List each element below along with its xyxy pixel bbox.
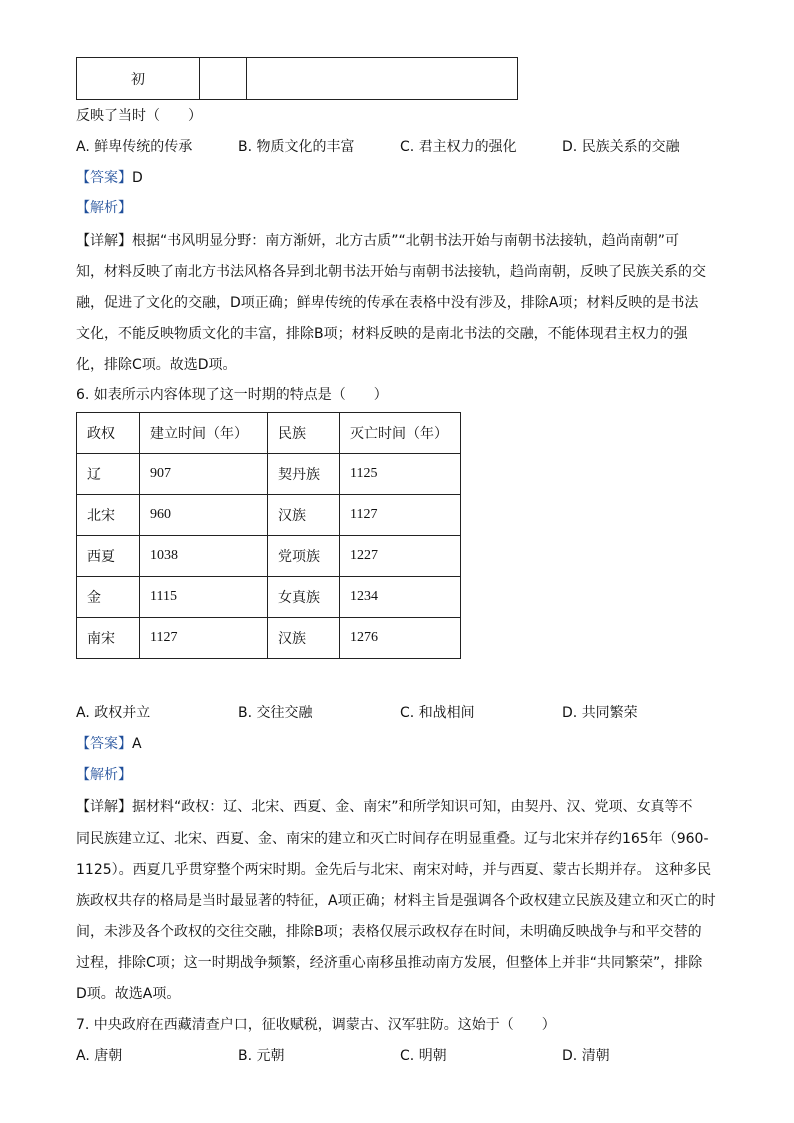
table-cell: 女真族 [268, 577, 340, 618]
detail-line: 1125）。西夏几乎贯穿整个两宋时期。金先后与北宋、南宋对峙，并与西夏、蒙古长期并存。 这种多民 [76, 862, 712, 878]
option-letter: D. [562, 1048, 578, 1064]
table-cell: 辽 [77, 454, 140, 495]
table-header-cell: 民族 [268, 413, 340, 454]
option-letter: C. [400, 705, 415, 721]
table-cell: 金 [77, 577, 140, 618]
table-row [77, 495, 461, 536]
option-text: 元朝 [256, 1048, 285, 1064]
option-text: 共同繁荣 [581, 705, 638, 721]
table-header-row [77, 413, 461, 454]
option-letter: B. [238, 139, 253, 155]
option-d[interactable] [562, 137, 680, 157]
option-text: 和战相间 [418, 705, 475, 721]
detail-line: 族政权共存的格局是当时最显著的特征，A项正确；材料主旨是强调各个政权建立民族及建立和灭亡的时 [76, 893, 716, 909]
question-6-stem: 6. 如表所示内容体现了这一时期的特点是（ ） [76, 387, 388, 403]
answer-label: 【答案】 [76, 170, 132, 186]
table-row [77, 536, 461, 577]
option-text: 交往交融 [256, 705, 313, 721]
option-b[interactable] [238, 1046, 285, 1066]
detail-line: 知，材料反映了南北方书法风格各异到北朝书法开始与南朝书法接轨，趋尚南朝，反映了民族关系的交 [76, 264, 706, 280]
detail-line: 融，促进了文化的交融，D项正确；鲜卑传统的传承在表格中没有涉及，排除A项；材料反映的是书法 [76, 295, 699, 311]
option-letter: A. [76, 139, 90, 155]
detail-line: 【详解】据材料“政权：辽、北宋、西夏、金、南宋”和所学知识可知，由契丹、汉、党项、女真等不 [76, 799, 693, 815]
table-row [77, 454, 461, 495]
table-cell: 1038 [140, 536, 268, 577]
option-letter: C. [400, 139, 415, 155]
option-a[interactable] [76, 703, 150, 723]
analysis-label: 【解析】 [76, 200, 132, 216]
table-cell [200, 58, 247, 100]
prev-question-table [76, 57, 518, 100]
table-cell: 1234 [340, 577, 461, 618]
table-header-cell: 灭亡时间（年） [340, 413, 461, 454]
analysis-label: 【解析】 [76, 767, 132, 783]
table-cell: 北宋 [77, 495, 140, 536]
table-cell: 1125 [340, 454, 461, 495]
option-b[interactable] [238, 703, 313, 723]
option-c[interactable] [400, 137, 517, 157]
table-row [77, 58, 518, 100]
option-text: 明朝 [418, 1048, 447, 1064]
question-6-table [76, 412, 461, 659]
table-cell: 汉族 [268, 495, 340, 536]
option-letter: D. [562, 139, 578, 155]
table-cell: 1127 [140, 618, 268, 659]
option-letter: A. [76, 1048, 90, 1064]
option-a[interactable] [76, 1046, 122, 1066]
option-a[interactable] [76, 137, 192, 157]
table-cell: 907 [140, 454, 268, 495]
option-c[interactable] [400, 703, 475, 723]
table-cell: 党项族 [268, 536, 340, 577]
table-cell: 南宋 [77, 618, 140, 659]
option-text: 君主权力的强化 [418, 139, 517, 155]
option-letter: B. [238, 1048, 253, 1064]
option-letter: A. [76, 705, 90, 721]
answer-line [76, 734, 142, 754]
table-row [77, 577, 461, 618]
option-text: 唐朝 [94, 1048, 123, 1064]
option-d[interactable] [562, 703, 638, 723]
option-text: 鲜卑传统的传承 [94, 139, 193, 155]
option-c[interactable] [400, 1046, 447, 1066]
option-text: 政权并立 [94, 705, 151, 721]
detail-line: 文化，不能反映物质文化的丰富，排除B项；材料反映的是南北书法的交融，不能体现君主权力的强 [76, 326, 688, 342]
table-header-cell: 政权 [77, 413, 140, 454]
table-cell: 960 [140, 495, 268, 536]
detail-line: D项。故选A项。 [76, 986, 181, 1002]
table-cell: 1276 [340, 618, 461, 659]
table-header-cell: 建立时间（年） [140, 413, 268, 454]
option-text: 民族关系的交融 [581, 139, 680, 155]
answer-value: A [132, 736, 142, 752]
table-cell: 1227 [340, 536, 461, 577]
detail-line: 【详解】根据“书风明显分野：南方渐妍，北方古质”“北朝书法开始与南朝书法接轨，趋尚南朝”可 [76, 233, 680, 249]
option-d[interactable] [562, 1046, 610, 1066]
answer-line [76, 168, 143, 188]
table-cell: 西夏 [77, 536, 140, 577]
option-text: 物质文化的丰富 [256, 139, 355, 155]
detail-line: 过程，排除C项；这一时期战争频繁，经济重心南移虽推动南方发展，但整体上并非“共同繁荣”，排除 [76, 955, 703, 971]
table-cell: 初 [77, 58, 200, 100]
table-cell: 汉族 [268, 618, 340, 659]
answer-label: 【答案】 [76, 736, 132, 752]
table-cell: 1127 [340, 495, 461, 536]
option-letter: D. [562, 705, 578, 721]
table-cell: 1115 [140, 577, 268, 618]
detail-line: 同民族建立辽、北宋、西夏、金、南宋的建立和灭亡时间存在明显重叠。辽与北宋并存约165年（960- [76, 831, 709, 847]
option-letter: C. [400, 1048, 415, 1064]
detail-line: 间，未涉及各个政权的交往交融，排除B项；表格仅展示政权存在时间，未明确反映战争与和平交替的 [76, 924, 702, 940]
table-cell: 契丹族 [268, 454, 340, 495]
detail-line: 化，排除C项。故选D项。 [76, 357, 237, 373]
question-stem-tail: 反映了当时（ ） [76, 108, 202, 124]
option-b[interactable] [238, 137, 355, 157]
answer-value: D [132, 170, 143, 186]
option-text: 清朝 [581, 1048, 610, 1064]
table-row [77, 618, 461, 659]
option-letter: B. [238, 705, 253, 721]
question-7-stem: 7. 中央政府在西藏清查户口，征收赋税，调蒙古、汉军驻防。这始于（ ） [76, 1017, 556, 1033]
table-cell [247, 58, 518, 100]
